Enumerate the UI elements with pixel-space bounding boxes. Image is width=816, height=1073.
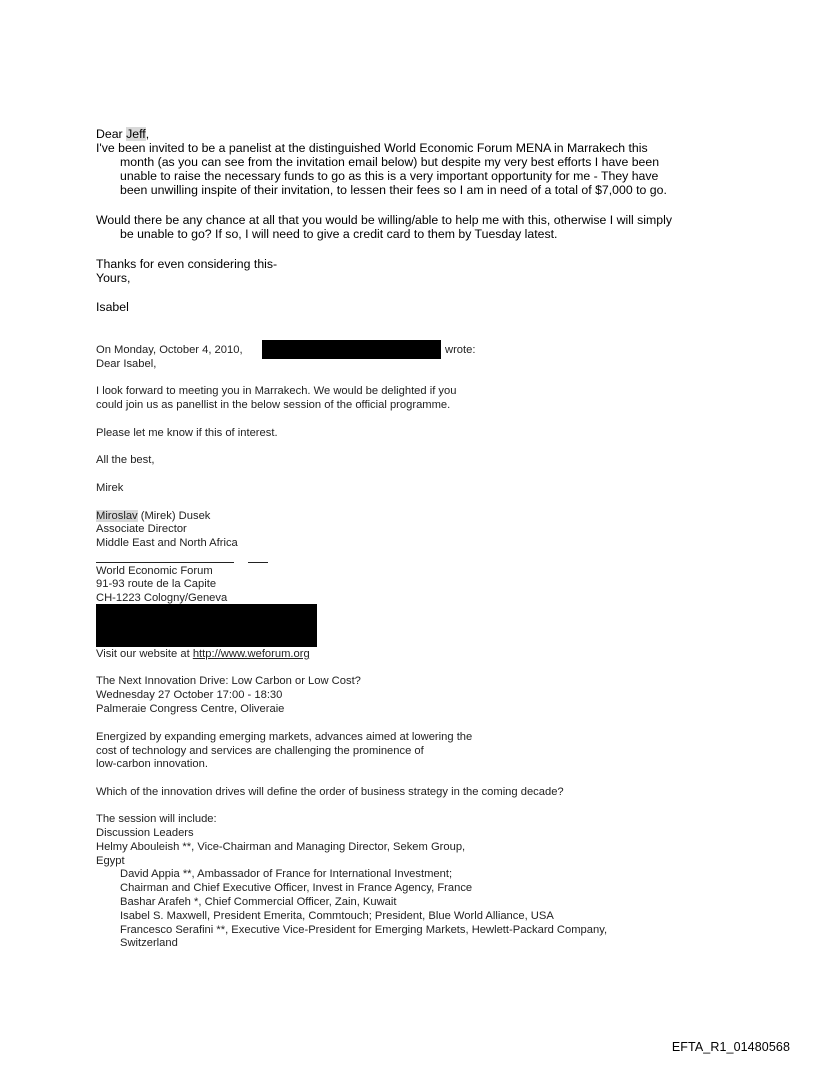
org-name: World Economic Forum	[96, 565, 213, 577]
reply-p1-line: month (as you can see from the invitation email below) but despite my very best efforts I have been	[120, 155, 660, 169]
quoted-p1-line: could join us as panellist in the below session of the official programme.	[96, 399, 451, 411]
reply-p1-line: been unwilling inspite of their invitation, to lessen their fees so I am in need of a total of $7,000 to go.	[120, 183, 667, 197]
reply-p2-line: Would there be any chance at all that you would be willing/able to help me with this, otherwise I will simply	[96, 213, 672, 227]
signature-divider	[96, 562, 234, 563]
session-desc-line: low-carbon innovation.	[96, 758, 208, 770]
participant-line: Switzerland	[120, 937, 178, 949]
website-link[interactable]: http://www.weforum.org	[192, 648, 310, 660]
redaction-block	[96, 604, 317, 647]
signature-divider	[248, 562, 268, 563]
participant-line: Chairman and Chief Executive Officer, Invest in France Agency, France	[120, 882, 473, 894]
quoted-p3: All the best,	[96, 454, 155, 466]
participant-line: David Appia **, Ambassador of France for International Investment;	[120, 868, 453, 880]
quoted-p2: Please let me know if this of interest.	[96, 427, 278, 439]
quoted-header-prefix: On Monday, October 4, 2010,	[96, 344, 243, 356]
website-line: Visit our website at http://www.weforum.org	[96, 648, 310, 660]
participant-line: Isabel S. Maxwell, President Emerita, Commtouch; President, Blue World Alliance, USA	[120, 910, 554, 922]
signature-title: Associate Director	[96, 523, 187, 535]
leader-line: Helmy Abouleish **, Vice-Chairman and Managing Director, Sekem Group,	[96, 841, 466, 853]
reply-p1-line: I've been invited to be a panelist at the distinguished World Economic Forum MENA in Marrakech this	[96, 141, 648, 155]
leaders-heading: Discussion Leaders	[96, 827, 194, 839]
quoted-header-suffix: wrote:	[445, 344, 476, 356]
org-address-1: 91-93 route de la Capite	[96, 578, 217, 590]
leader-line: Egypt	[96, 855, 125, 867]
quoted-p1-line: I look forward to meeting you in Marrakech. We would be delighted if you	[96, 385, 457, 397]
reply-thanks: Thanks for even considering this-	[96, 257, 278, 271]
quoted-greeting: Dear Isabel,	[96, 358, 157, 370]
session-time: Wednesday 27 October 17:00 - 18:30	[96, 689, 283, 701]
redaction-block	[262, 340, 441, 359]
recipient-name: Jeff	[126, 127, 146, 141]
reply-salutation: Dear Jeff,	[96, 127, 150, 141]
reply-p1-line: unable to raise the necessary funds to go as this is a very important opportunity for me - They have	[120, 169, 659, 183]
org-address-2: CH-1223 Cologny/Geneva	[96, 592, 228, 604]
reply-closing: Yours,	[96, 271, 131, 285]
signature-region: Middle East and North Africa	[96, 537, 238, 549]
session-venue: Palmeraie Congress Centre, Oliveraie	[96, 703, 285, 715]
participant-line: Francesco Serafini **, Executive Vice-President for Emerging Markets, Hewlett-Packard Company,	[120, 924, 608, 936]
session-desc-line: Energized by expanding emerging markets, advances aimed at lowering the	[96, 731, 473, 743]
session-question: Which of the innovation drives will define the order of business strategy in the coming decade?	[96, 786, 564, 798]
document-id: EFTA_R1_01480568	[671, 1040, 790, 1054]
quoted-p4: Mirek	[96, 482, 124, 494]
session-desc-line: cost of technology and services are challenging the prominence of	[96, 745, 424, 757]
signature-name: Miroslav (Mirek) Dusek	[96, 510, 211, 522]
participant-line: Bashar Arafeh *, Chief Commercial Officer, Zain, Kuwait	[120, 896, 397, 908]
reply-p2-line: be unable to go? If so, I will need to give a credit card to them by Tuesday latest.	[120, 227, 558, 241]
reply-signature: Isabel	[96, 300, 129, 314]
session-title: The Next Innovation Drive: Low Carbon or Low Cost?	[96, 675, 361, 687]
session-includes: The session will include:	[96, 813, 217, 825]
